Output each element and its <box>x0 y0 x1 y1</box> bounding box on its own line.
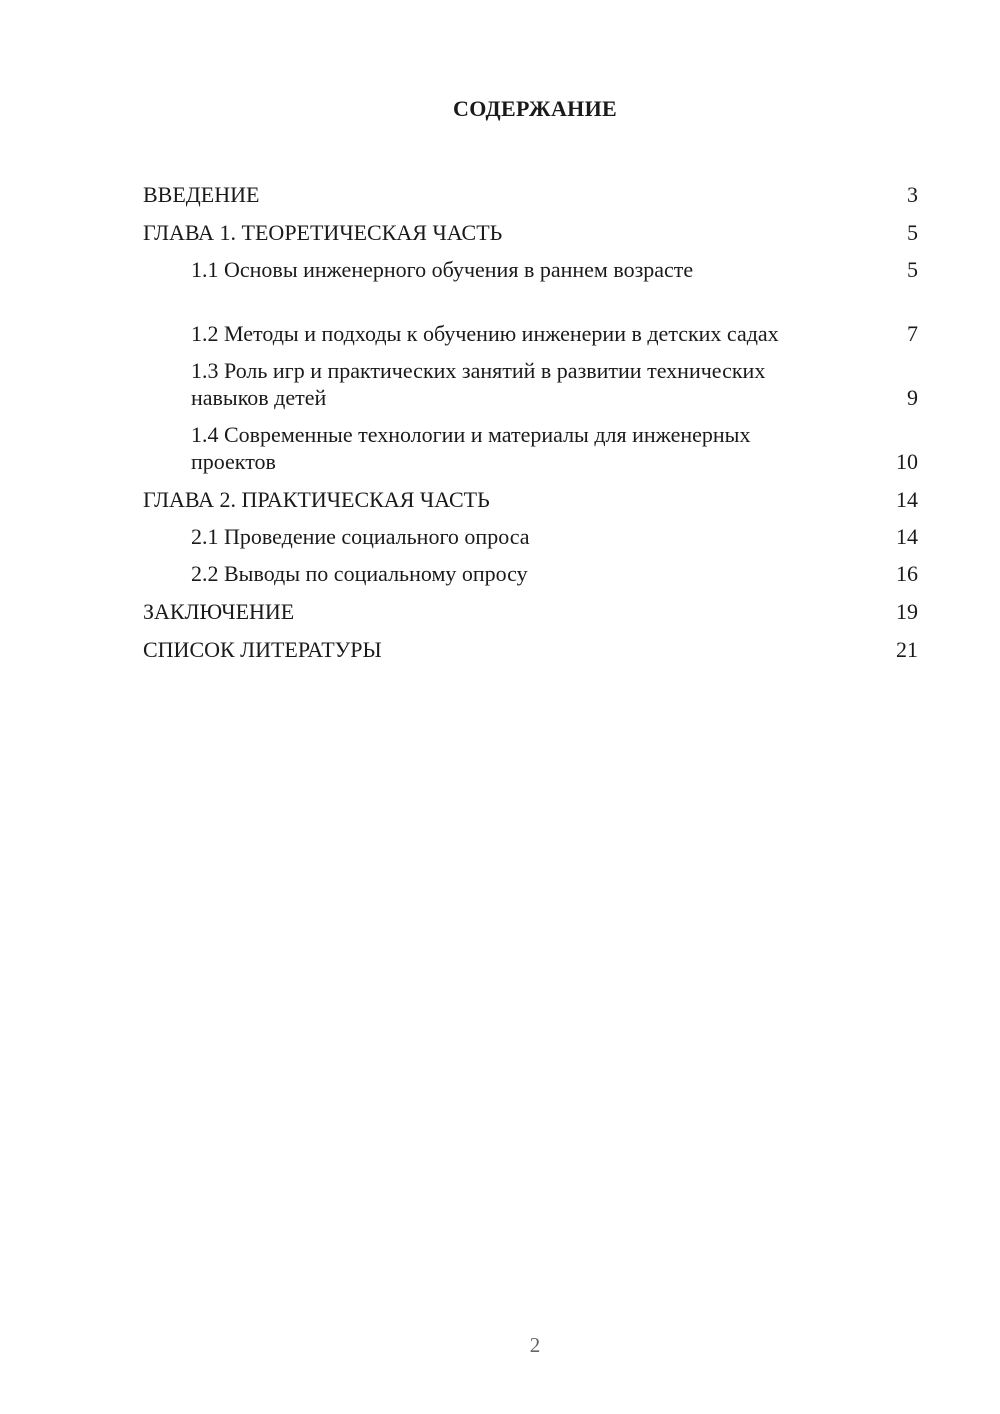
toc-entry-title: 1.3 Роль игр и практических занятий в развитии технических навыков детей <box>191 358 766 410</box>
table-of-contents <box>143 170 918 663</box>
toc-entry-title: 2.2 Выводы по социальному опросу <box>191 561 528 586</box>
toc-entry-references[interactable] <box>143 625 918 663</box>
toc-entry-title: 1.2 Методы и подходы к обучению инженерии в детских садах <box>191 321 779 346</box>
toc-entry-page: 10 <box>896 449 918 474</box>
toc-entry-section-1-3[interactable] <box>143 347 918 411</box>
toc-entry-page: 19 <box>896 599 918 624</box>
toc-entry-page: 5 <box>907 257 918 282</box>
toc-entry-page: 21 <box>896 637 918 662</box>
toc-entry-chapter-1[interactable] <box>143 208 918 246</box>
toc-entry-title: 2.1 Проведение социального опроса <box>191 524 530 549</box>
toc-entry-page: 14 <box>896 487 918 512</box>
toc-entry-section-1-2[interactable] <box>143 283 918 347</box>
toc-entry-title: 1.1 Основы инженерного обучения в раннем возрасте <box>191 257 694 282</box>
toc-entry-page: 14 <box>896 524 918 549</box>
toc-entry-page: 3 <box>907 182 918 207</box>
toc-entry-chapter-2[interactable] <box>143 475 918 513</box>
toc-entry-section-1-1[interactable] <box>143 246 918 283</box>
toc-entry-title: ГЛАВА 1. ТЕОРЕТИЧЕСКАЯ ЧАСТЬ <box>143 220 503 245</box>
toc-entry-title: ЗАКЛЮЧЕНИЕ <box>143 599 295 624</box>
toc-entry-page: 5 <box>907 220 918 245</box>
toc-entry-title: СПИСОК ЛИТЕРАТУРЫ <box>143 637 382 662</box>
toc-entry-title: ГЛАВА 2. ПРАКТИЧЕСКАЯ ЧАСТЬ <box>143 487 490 512</box>
toc-entry-section-2-2[interactable] <box>143 550 918 587</box>
page-number: 2 <box>529 1333 541 1357</box>
toc-entry-conclusion[interactable] <box>143 587 918 625</box>
toc-entry-section-1-4[interactable] <box>143 411 918 475</box>
toc-entry-title: 1.4 Современные технологии и материалы для инженерных проектов <box>191 422 751 474</box>
toc-entry-section-2-1[interactable] <box>143 513 918 550</box>
toc-entry-page: 7 <box>907 321 918 346</box>
toc-entry-introduction[interactable] <box>143 170 918 208</box>
toc-entry-title: ВВЕДЕНИЕ <box>143 182 260 207</box>
toc-entry-page: 9 <box>907 385 918 410</box>
page-title: СОДЕРЖАНИЕ <box>453 96 617 121</box>
toc-entry-page: 16 <box>896 561 918 586</box>
